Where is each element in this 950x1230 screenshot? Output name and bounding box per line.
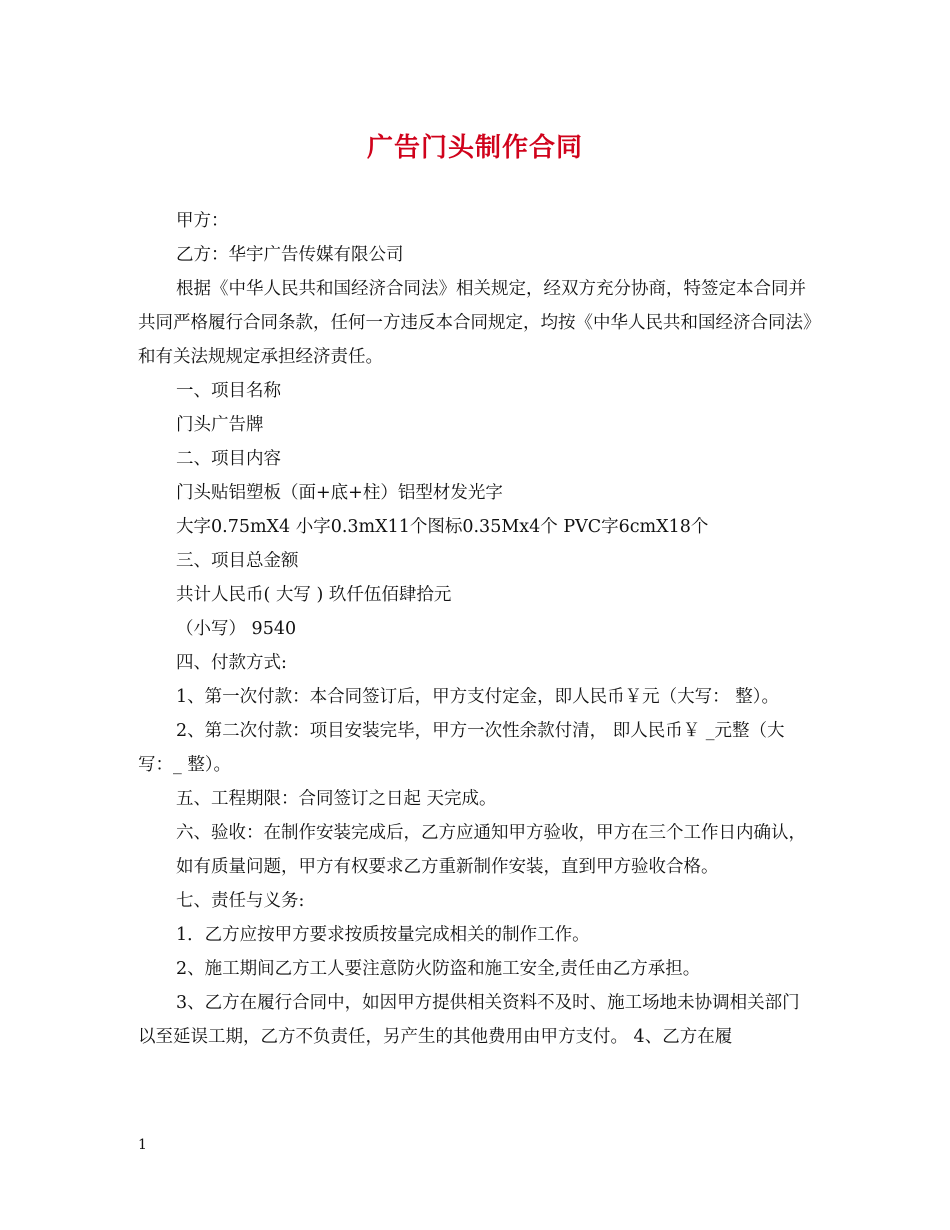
responsibility-item-2: 2、施工期间乙方工人要注意防火防盗和施工安全,责任由乙方承担。 (176, 959, 701, 979)
section-heading-payment: 四、付款方式: (176, 653, 287, 673)
payment-first-line: 1、第一次付款：本合同签订后，甲方支付定金，即人民币￥元（大写： 整）。 (176, 687, 779, 707)
section-heading-responsibilities: 七、责任与义务: (176, 891, 305, 911)
project-spec-line: 大字0.75mX4 小字0.3mX11个图标0.35Mx4个 PVC字6cmX18个 (176, 517, 709, 537)
party-a-line: 甲方： (176, 211, 229, 231)
document-title: 广告门头制作合同 (366, 133, 583, 163)
responsibility-item-3: 3、乙方在履行合同中，如因甲方提供相关资料不及时、施工场地未协调相关部门以至延误工期，乙方不负责任，另产生的其他费用由甲方支付。 4、乙方在履 (138, 993, 800, 1047)
section-heading-project-content: 二、项目内容 (176, 449, 281, 469)
responsibility-item-1: 1．乙方应按甲方要求按质按量完成相关的制作工作。 (176, 925, 590, 945)
payment-second-paragraph: 2、第二次付款：项目安装完毕，甲方一次性余款付清， 即人民币￥ _元整（大写：_ 整）。 (138, 721, 785, 775)
quality-issue-line: 如有质量问题，甲方有权要求乙方重新制作安装，直到甲方验收合格。 (176, 857, 719, 877)
section-heading-project-name: 一、项目名称 (176, 381, 281, 401)
page-number: 1 (138, 1137, 147, 1153)
acceptance-paragraph: 六、验收：在制作安装完成后，乙方应通知甲方验收，甲方在三个工作日内确认， (176, 823, 806, 843)
amount-lowercase-line: （小写） 9540 (176, 619, 297, 639)
party-b-line: 乙方：华宇广告传媒有限公司 (176, 245, 404, 265)
section-heading-total-amount: 三、项目总金额 (176, 551, 299, 571)
project-name-value: 门头广告牌 (176, 415, 264, 435)
construction-period-line: 五、工程期限：合同签订之日起 天完成。 (176, 789, 497, 809)
amount-uppercase-line: 共计人民币( 大写 ) 玖仟伍佰肆拾元 (176, 585, 452, 605)
preamble-paragraph: 根据《中华人民共和国经济合同法》相关规定，经双方充分协商，特签定本合同并共同严格履行合同条款，任何一方违反本合同规定，均按《中华人民共和国经济合同法》和有关法规规定承担经济责任。 (138, 279, 812, 367)
document-body (138, 204, 816, 1054)
project-content-line: 门头贴铝塑板（面+底+柱）铝型材发光字 (176, 483, 503, 503)
